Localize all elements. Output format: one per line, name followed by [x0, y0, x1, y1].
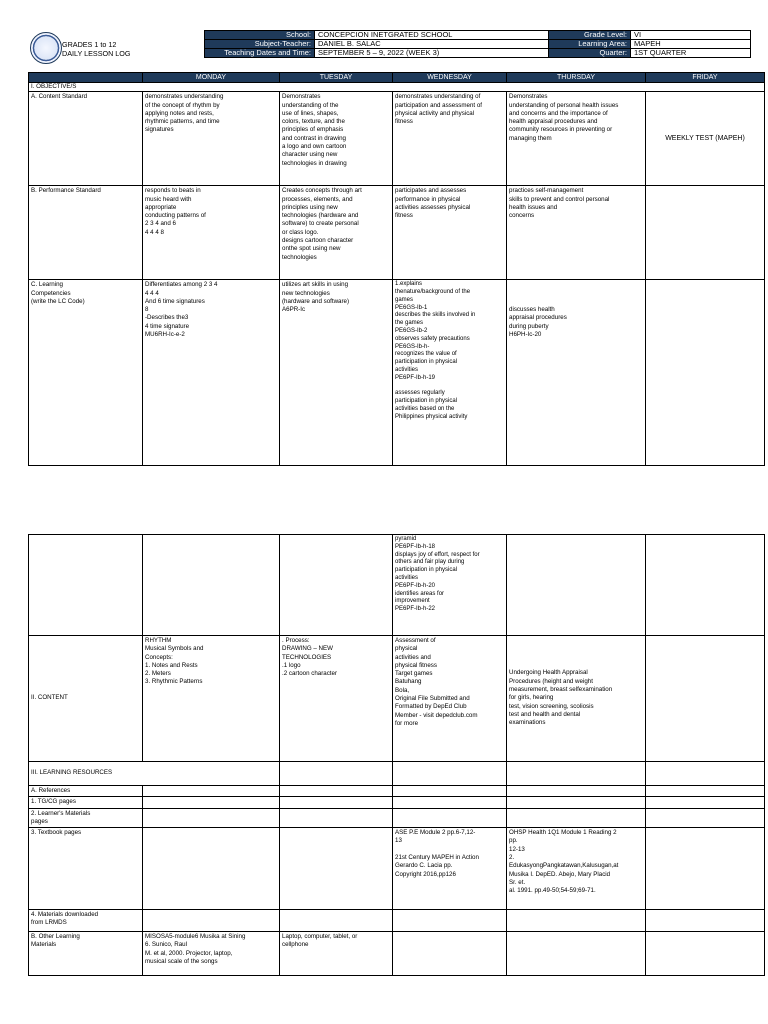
ps-tuesday: Creates concepts through art processes, elements, and principles using new technologies (hardware and software) to create personal or class logo. designs cartoon character onthe spot using new technologies: [280, 186, 393, 280]
teacher-value: DANIEL B. SALAC: [315, 40, 549, 49]
header-left-table: [204, 30, 549, 58]
tg-pages-label: 1. TG/CG pages: [29, 797, 143, 808]
lc-monday: Differentiates among 2 3 4 4 4 4 And 6 time signatures 8 -Describes the3 4 time signature MU6RH-Ic-e-2: [143, 280, 280, 466]
lc-wednesday-cont: pyramid PE6PF-Ib-h-18 displays joy of effort, respect for others and fair play during participation in physical activities PE6PF-Ib-h-20 identifies areas for improvement PE6PF-Ib-h-22: [393, 535, 507, 636]
objectives-heading: I. OBJECTIVE/S: [29, 83, 765, 92]
textbook-wednesday: ASE P.E Module 2 pp.6-7,12- 13 21st Century MAPEH in Action Gerardo C. Lacia pp. Copyright 2016,pp126: [393, 828, 507, 910]
cs-thursday: Demonstrates understanding of personal health issues and concerns and the importance of health appraisal procedures and community resources in preventing or managing them: [507, 92, 646, 186]
content-friday: [646, 636, 765, 762]
lrmds-label: 4. Materials downloaded from LRMDS: [29, 910, 143, 932]
textbook-thursday: OHSP Health 1Q1 Module 1 Reading 2 pp. 12-13 2. EdukasyongPangkatawan,Kalusugan,at Musika I. DepED. Abejo, Mary Placid Sr. et. al. 1991. pp.49-50;54-59;69-71.: [507, 828, 646, 910]
grade-label: Grade Level:: [549, 31, 631, 40]
area-value: MAPEH: [631, 40, 751, 49]
day-monday: MONDAY: [143, 73, 280, 83]
header-logo-block: [30, 30, 150, 66]
dates-value: SEPTEMBER 5 – 9, 2022 (WEEK 3): [315, 49, 549, 58]
other-materials-label: B. Other Learning Materials: [29, 932, 143, 976]
learning-competencies-cont-row: [29, 535, 765, 636]
day-header-row: [29, 73, 765, 83]
content-standard-row: [29, 92, 765, 186]
content-wednesday: Assessment of physical activities and physical fitness Target games Batuhang Bola, Original File Submitted and Formatted by DepEd Club Member - visit depedclub.com for more: [393, 636, 507, 762]
day-tuesday: TUESDAY: [280, 73, 393, 83]
day-wednesday: WEDNESDAY: [393, 73, 507, 83]
cs-tuesday: Demonstrates understanding of the use of lines, shapes, colors, texture, and the principles of emphasis and contrast in drawing a logo and own cartoon character using new technologies in drawing: [280, 92, 393, 186]
performance-standard-label: B. Performance Standard: [29, 186, 143, 280]
grade-value: VI: [631, 31, 751, 40]
day-friday: FRIDAY: [646, 73, 765, 83]
quarter-value: 1ST QUARTER: [631, 49, 751, 58]
learning-competencies-row: [29, 280, 765, 466]
other-tuesday: Laptop, computer, tablet, or cellphone: [280, 932, 393, 976]
lc-wednesday: 1.explains thenature/background of the games PE6GS-Ib-1 describes the skills involved in the games PE6GS-Ib-2 observes safety precautions PE6GS-Ib-h- recognizes the value of participation in physical activities PE6PF-Ib-h-19 assesses regularly participation in physical activities based on the Philippines physical activity: [393, 280, 507, 466]
lesson-log-table-2: [28, 534, 765, 976]
lc-friday: [646, 280, 765, 466]
content-tuesday: . Process: DRAWING – NEW TECHNOLOGIES .1 logo .2 cartoon character: [280, 636, 393, 762]
content-label: II. CONTENT: [29, 636, 143, 762]
deped-seal-icon: [30, 32, 62, 64]
content-standard-label: A. Content Standard: [29, 92, 143, 186]
title-line-1: GRADES 1 to 12: [62, 40, 117, 49]
ps-friday: [646, 186, 765, 280]
ps-monday: responds to beats in music heard with appropriate conducting patterns of 2 3 4 and 6 4 4 4 8: [143, 186, 280, 280]
ps-wednesday: participates and assesses performance in physical activities assesses physical fitness: [393, 186, 507, 280]
references-label: A. References: [29, 786, 143, 797]
title-line-2: DAILY LESSON LOG: [62, 49, 131, 58]
performance-standard-row: [29, 186, 765, 280]
cs-monday: demonstrates understanding of the concept of rhythm by applying notes and rests, rhythmic patterns, and time signatures: [143, 92, 280, 186]
ps-thursday: practices self-management skills to prevent and control personal health issues and concerns: [507, 186, 646, 280]
lc-tuesday: utilizes art skills in using new technologies (hardware and software) A6PR-Ic: [280, 280, 393, 466]
teacher-label: Subject-Teacher:: [205, 40, 315, 49]
content-thursday: Undergoing Health Appraisal Procedures (height and weight measurement, breast selfexamination for girls, hearing test, vision screening, scoliosis test and health and dental examinations: [507, 636, 646, 762]
cs-friday: WEEKLY TEST (MAPEH): [646, 92, 765, 186]
content-row: [29, 636, 765, 762]
school-label: School:: [205, 31, 315, 40]
lc-thursday: discusses health appraisal procedures during puberty H6PH-Ic-20: [507, 280, 646, 466]
quarter-label: Quarter:: [549, 49, 631, 58]
other-monday: MISOSA5-module6 Musika at Sining 6. Sunico, Raul M. et al, 2000. Projector, laptop, musical scale of the songs: [143, 932, 280, 976]
textbook-pages-label: 3. Textbook pages: [29, 828, 143, 910]
cs-wednesday: demonstrates understanding of participation and assessment of physical activity and physical fitness: [393, 92, 507, 186]
lm-pages-label: 2. Learner's Materials pages: [29, 808, 143, 828]
content-monday: RHYTHM Musical Symbols and Concepts: 1. Notes and Rests 2. Meters 3. Rhythmic Patterns: [143, 636, 280, 762]
school-value: CONCEPCION INETGRATED SCHOOL: [315, 31, 549, 40]
resources-heading: III. LEARNING RESOURCES: [29, 762, 280, 786]
header-right-table: [548, 30, 751, 58]
dates-label: Teaching Dates and Time:: [205, 49, 315, 58]
day-thursday: THURSDAY: [507, 73, 646, 83]
lesson-log-table-1: [28, 72, 765, 466]
area-label: Learning Area:: [549, 40, 631, 49]
learning-competencies-label: C. Learning Competencies (write the LC Code): [29, 280, 143, 466]
